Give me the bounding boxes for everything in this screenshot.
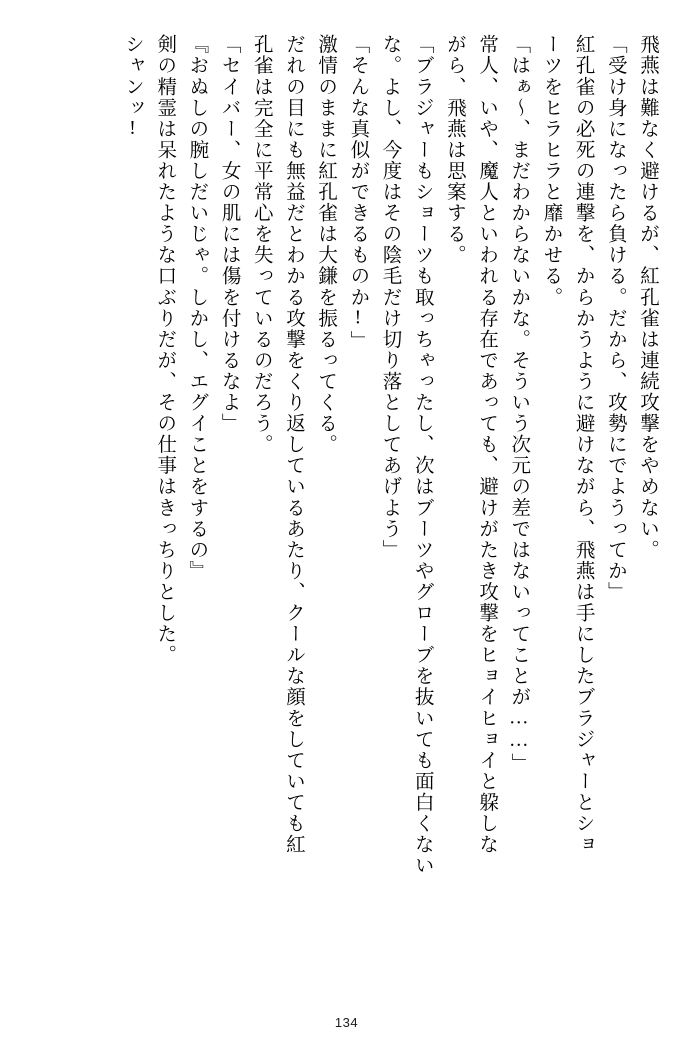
text-line: 剣の精霊は呆れたような口ぶりだが、その仕事はきっちりとした。 (154, 34, 176, 666)
text-line: がら、飛燕は思案する。 (443, 34, 465, 266)
text-line: 紅孔雀の必死の連撃を、からかうように避けながら、飛燕は手にしたブラジャーとショ (572, 34, 594, 855)
text-line: 「そんな真似ができるものか!」 (347, 34, 369, 352)
text-line: 『おぬしの腕しだいじゃ。しかし、エグイことをするの』 (186, 34, 208, 582)
text-line: な。よし、今度はその陰毛だけ切り落としてあげよう」 (379, 34, 401, 561)
text-line: シャンッ! (122, 34, 143, 141)
text-line: だれの目にも無益だとわかる攻撃をくり返しているあたり、クールな顔をしていても紅 (282, 34, 304, 855)
text-line: 激情のままに紅孔雀は大鎌を振るってくる。 (315, 34, 337, 455)
text-line: 「セイバー、女の肌には傷を付けるなよ」 (218, 34, 240, 434)
text-line: 「ブラジャーもショーツも取っちゃったし、次はブーツやグローブを抜いても面白くない (411, 34, 433, 876)
text-line: 飛燕は難なく避けるが、紅孔雀は連続攻撃をやめない。 (637, 34, 658, 561)
text-line: ーツをヒラヒラと靡かせる。 (540, 34, 562, 308)
text-line: 「はぁ～、まだわからないかな。そういう次元の差ではないってことが……」 (508, 34, 530, 774)
text-line: 孔雀は完全に平常心を失っているのだろう。 (250, 34, 272, 455)
page-number: 134 (334, 1015, 359, 1030)
text-line: 「受け身になったら負ける。だから、攻勢にでようってか」 (604, 34, 626, 603)
vertical-text-block (36, 34, 657, 990)
text-line: 常人、いや、魔人といわれる存在であっても、避けがたき攻撃をヒョイヒョイと躱しな (476, 34, 498, 855)
